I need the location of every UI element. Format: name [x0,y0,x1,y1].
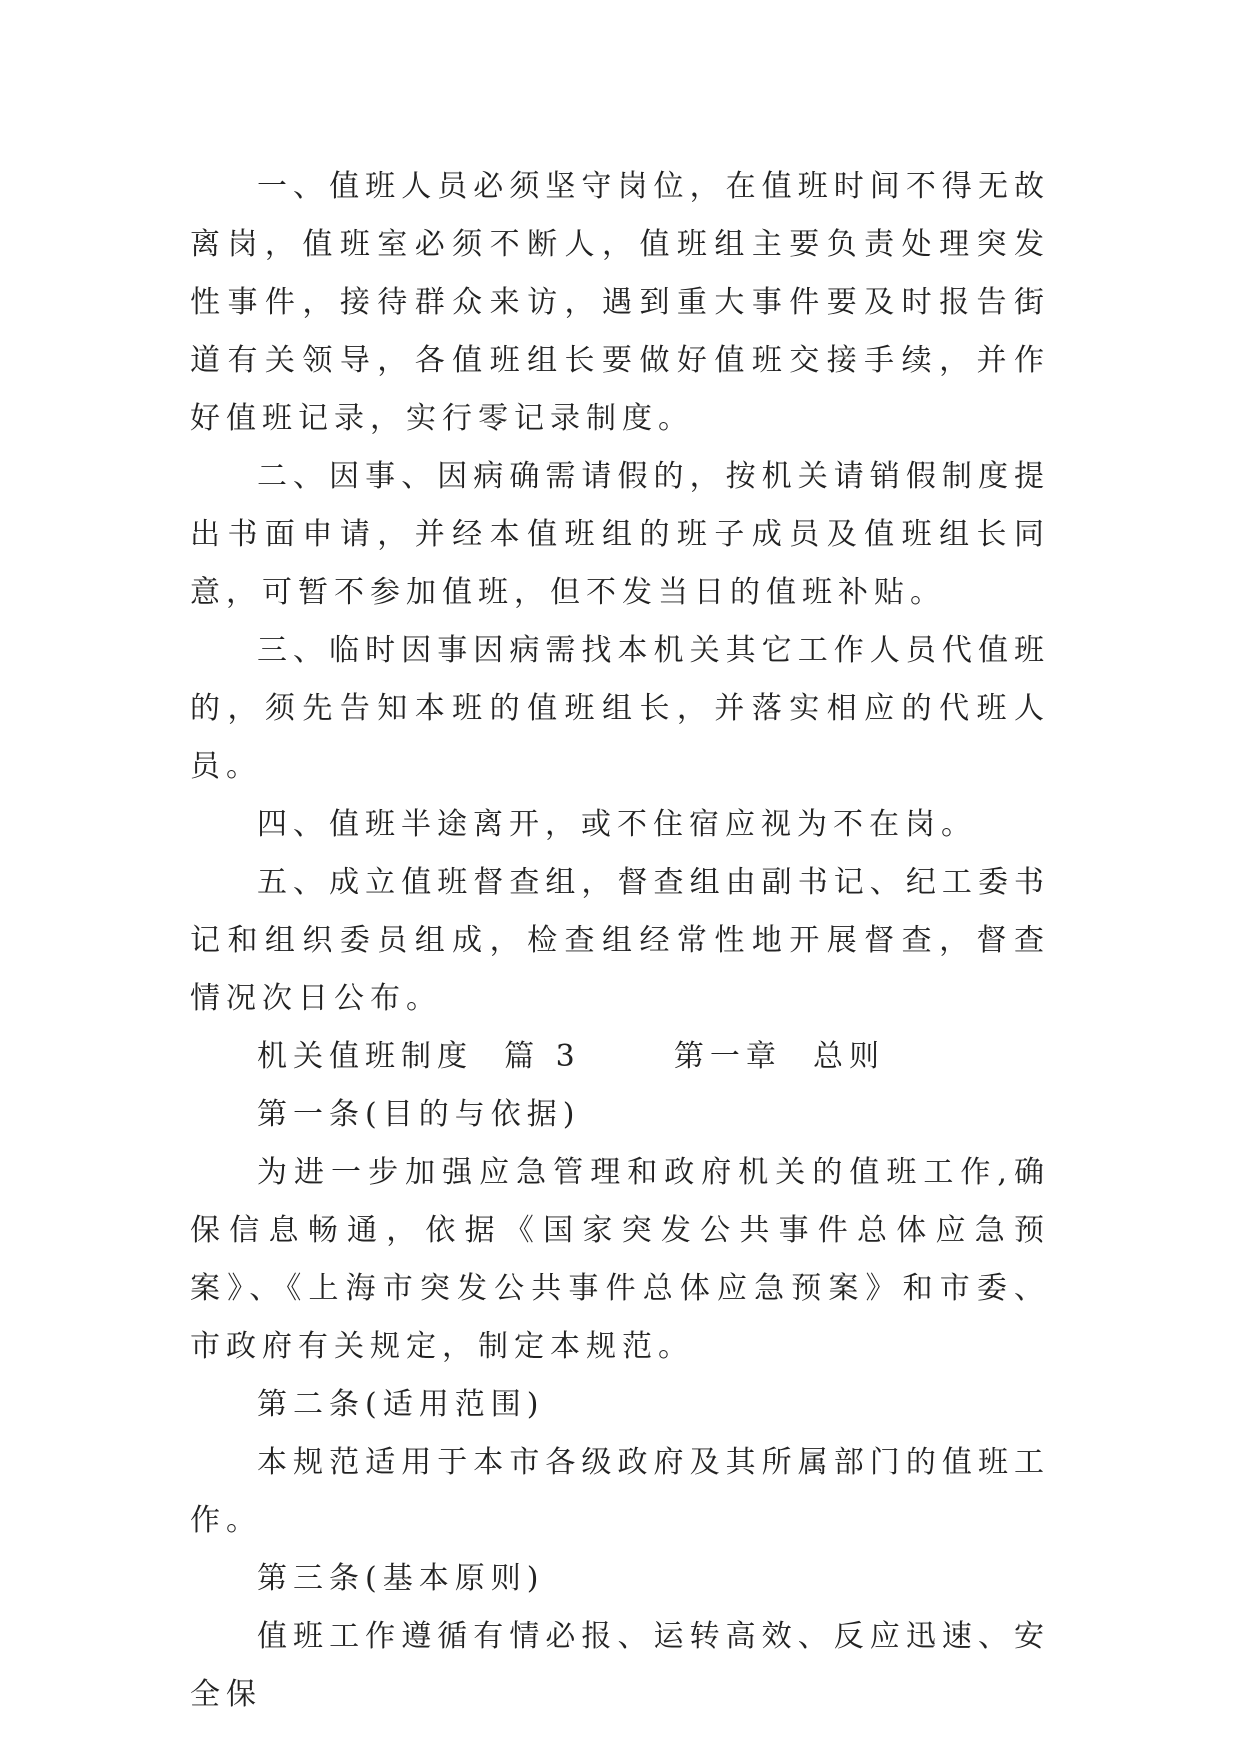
paragraph-rule-2: 二、因事、因病确需请假的，按机关请销假制度提出书面申请，并经本值班组的班子成员及值班组长同意，可暂不参加值班，但不发当日的值班补贴。 [190,459,1050,610]
article-3-body: 值班工作遵循有情必报、运转高效、反应迅速、安全保 [190,1619,1050,1712]
paragraph-rule-5: 五、成立值班督查组，督查组由副书记、纪工委书记和组织委员组成，检查组经常性地开展督查，督查情况次日公布。 [190,865,1050,1016]
paragraph-rule-1: 一、值班人员必须坚守岗位，在值班时间不得无故离岗，值班室必须不断人，值班组主要负责处理突发性事件，接待群众来访，遇到重大事件要及时报告街道有关领导，各值班组长要做好值班交接手续，并作好值班记录，实行零记录制度。 [190,169,1050,436]
paragraph-rule-4: 四、值班半途离开，或不住宿应视为不在岗。 [257,807,977,842]
article-1-body: 为进一步加强应急管理和政府机关的值班工作,确保信息畅通，依据《国家突发公共事件总体应急预案》、《上海市突发公共事件总体应急预案》和市委、市政府有关规定，制定本规范。 [190,1155,1050,1364]
article-2-title: 第二条(适用范围) [257,1387,545,1422]
article-2-body: 本规范适用于本市各级政府及其所属部门的值班工作。 [190,1445,1050,1538]
section-heading: 机关值班制度 篇 3 第一章 总则 [257,1039,885,1074]
paragraph-rule-3: 三、临时因事因病需找本机关其它工作人员代值班的，须先告知本班的值班组长，并落实相应的代班人员。 [190,633,1050,784]
document-body [190,158,1050,1724]
article-1-title: 第一条(目的与依据) [257,1097,581,1132]
article-3-title: 第三条(基本原则) [257,1561,545,1596]
